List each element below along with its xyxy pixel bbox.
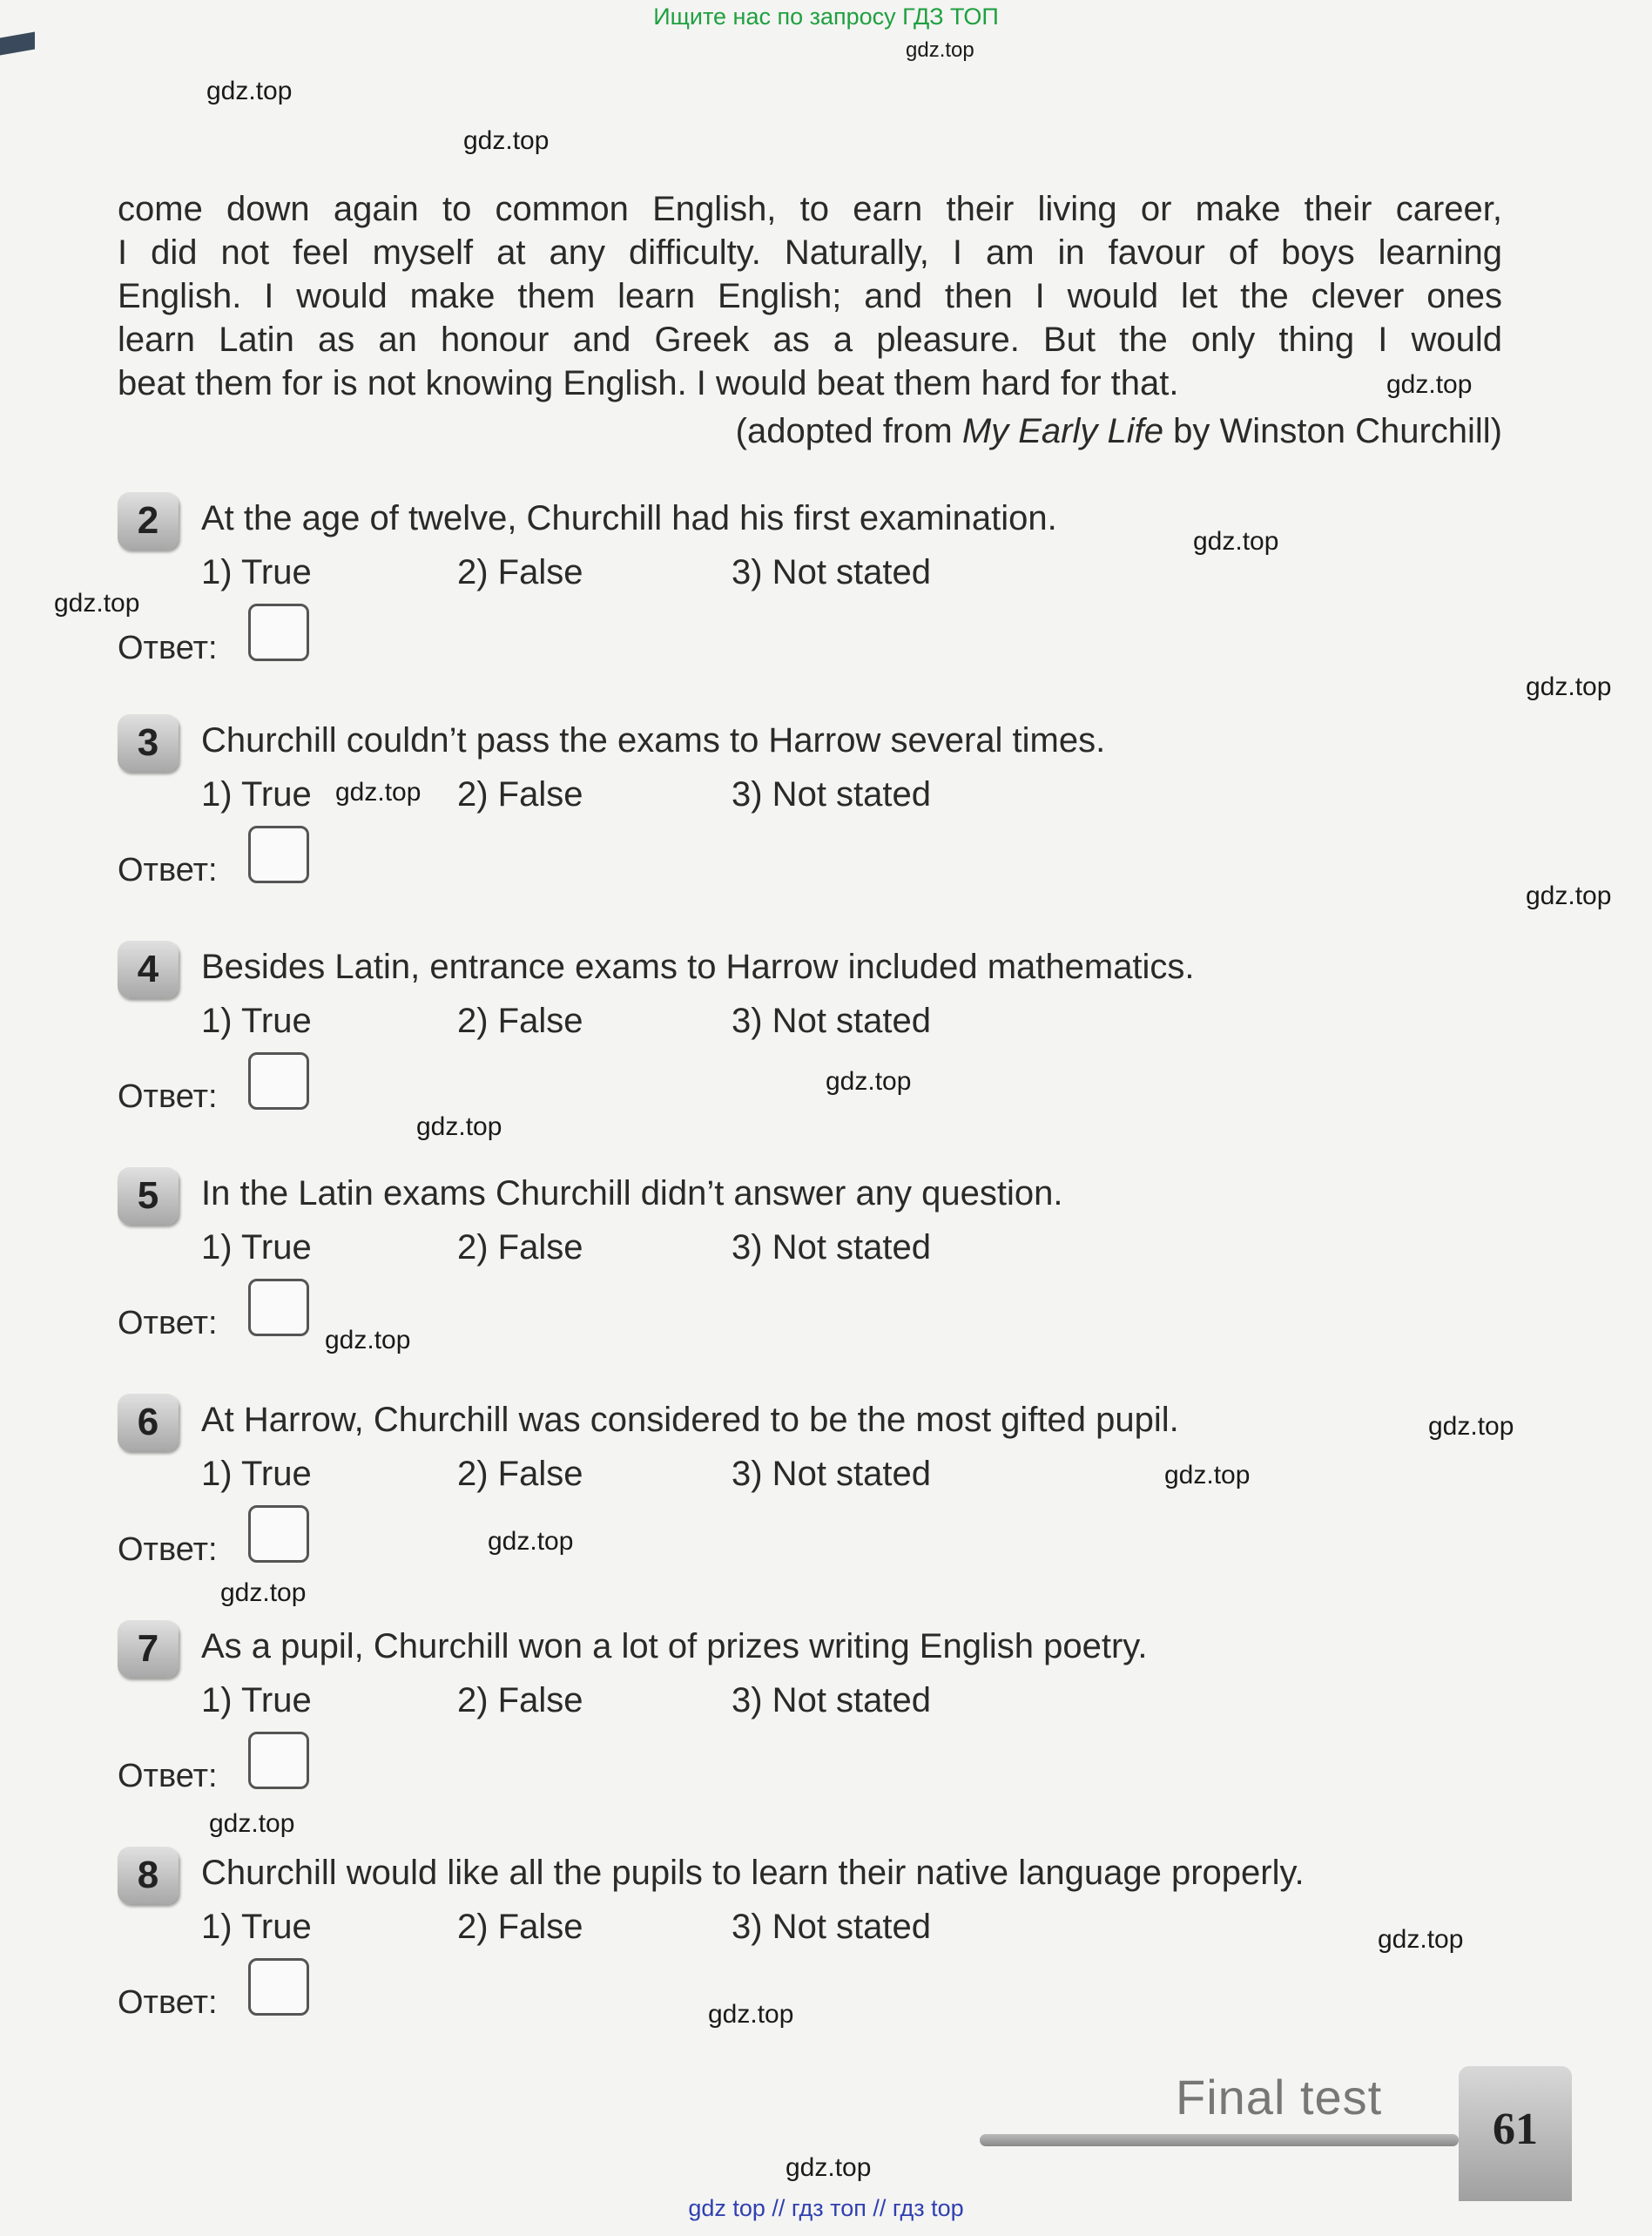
watermark: gdz.top <box>220 1578 307 1607</box>
option-false[interactable]: 2) False <box>457 1455 583 1493</box>
passage-line: I did not feel myself at any difficulty. Naturally, I am in favour of boys learning <box>118 233 1502 272</box>
answer-box[interactable] <box>248 1958 309 2016</box>
answer-box[interactable] <box>248 604 309 661</box>
answer-label: Ответ: <box>118 1305 218 1341</box>
option-not-stated[interactable]: 3) Not stated <box>732 553 932 591</box>
watermark: gdz.top <box>209 1809 295 1838</box>
watermark: gdz.top <box>906 38 974 62</box>
question-text: At the age of twelve, Churchill had his first examination. <box>201 499 1057 537</box>
option-not-stated[interactable]: 3) Not stated <box>732 1228 932 1267</box>
question-text: Besides Latin, entrance exams to Harrow included mathematics. <box>201 948 1195 986</box>
option-false[interactable]: 2) False <box>457 553 583 591</box>
option-true[interactable]: 1) True <box>201 1681 312 1719</box>
question-text: As a pupil, Churchill won a lot of prizes writing English poetry. <box>201 1627 1148 1665</box>
option-false[interactable]: 2) False <box>457 1002 583 1040</box>
answer-label: Ответ: <box>118 630 218 666</box>
question-text: At Harrow, Churchill was considered to be the most gifted pupil. <box>201 1401 1179 1439</box>
option-not-stated[interactable]: 3) Not stated <box>732 1002 932 1040</box>
watermark: gdz.top <box>1428 1412 1514 1441</box>
option-not-stated[interactable]: 3) Not stated <box>732 1455 932 1493</box>
question-number: 2 <box>118 492 179 550</box>
passage-line: come down again to common English, to earn their living or make their career, <box>118 190 1502 228</box>
question-number: 5 <box>118 1167 179 1225</box>
option-true[interactable]: 1) True <box>201 553 312 591</box>
page-number: 61 <box>1493 2104 1538 2154</box>
answer-label: Ответ: <box>118 1984 218 2021</box>
watermark: gdz.top <box>826 1067 912 1096</box>
option-false[interactable]: 2) False <box>457 1681 583 1719</box>
question-text: Churchill couldn’t pass the exams to Harrow several times. <box>201 721 1106 760</box>
watermark: gdz.top <box>416 1112 502 1141</box>
watermark: gdz.top <box>206 77 293 105</box>
passage-line: English. I would make them learn English; and then I would let the clever ones <box>118 277 1502 315</box>
footer-section-title: Final test <box>1176 2070 1383 2125</box>
watermark: gdz.top <box>1386 370 1473 399</box>
passage-line: learn Latin as an honour and Greek as a pleasure. But the only thing I would <box>118 321 1502 359</box>
passage-line: beat them for is not knowing English. I would beat them hard for that. <box>118 364 1179 402</box>
answer-box[interactable] <box>248 1505 309 1563</box>
option-false[interactable]: 2) False <box>457 775 583 814</box>
question-text: Churchill would like all the pupils to learn their native language properly. <box>201 1854 1305 1892</box>
question-number: 4 <box>118 941 179 998</box>
option-true[interactable]: 1) True <box>201 1908 312 1946</box>
answer-label: Ответ: <box>118 1758 218 1794</box>
top-banner[interactable]: Ищите нас по запросу ГДЗ ТОП <box>653 3 999 30</box>
footer-rule <box>980 2134 1459 2146</box>
option-true[interactable]: 1) True <box>201 775 312 814</box>
question-number: 7 <box>118 1620 179 1678</box>
watermark: gdz.top <box>1193 527 1279 556</box>
option-not-stated[interactable]: 3) Not stated <box>732 1681 932 1719</box>
option-not-stated[interactable]: 3) Not stated <box>732 775 932 814</box>
option-true[interactable]: 1) True <box>201 1228 312 1267</box>
watermark: gdz.top <box>1164 1461 1251 1490</box>
answer-label: Ответ: <box>118 1078 218 1115</box>
attribution-prefix: (adopted from <box>735 412 962 450</box>
watermark: gdz.top <box>325 1326 411 1354</box>
bottom-banner[interactable]: gdz top // гдз топ // гдз top <box>688 2195 964 2221</box>
watermark: gdz.top <box>488 1527 574 1556</box>
watermark: gdz.top <box>463 126 550 155</box>
reading-passage <box>118 187 1502 405</box>
answer-box[interactable] <box>248 1279 309 1336</box>
option-false[interactable]: 2) False <box>457 1228 583 1267</box>
watermark: gdz.top <box>708 2000 794 2029</box>
option-true[interactable]: 1) True <box>201 1455 312 1493</box>
answer-label: Ответ: <box>118 1531 218 1568</box>
question-text: In the Latin exams Churchill didn’t answer any question. <box>201 1174 1063 1213</box>
watermark: gdz.top <box>1378 1925 1464 1954</box>
answer-label: Ответ: <box>118 852 218 888</box>
question-number: 8 <box>118 1847 179 1904</box>
watermark: gdz.top <box>786 2153 872 2182</box>
watermark: gdz.top <box>335 778 421 807</box>
watermark: gdz.top <box>1526 882 1612 910</box>
passage-attribution <box>118 409 1502 453</box>
watermark: gdz.top <box>54 589 140 618</box>
question-number: 3 <box>118 714 179 772</box>
page-edge-decoration <box>0 31 35 55</box>
option-not-stated[interactable]: 3) Not stated <box>732 1908 932 1946</box>
answer-box[interactable] <box>248 1052 309 1110</box>
option-false[interactable]: 2) False <box>457 1908 583 1946</box>
attribution-suffix: by Winston Churchill) <box>1163 412 1502 450</box>
watermark: gdz.top <box>1526 672 1612 701</box>
attribution-title: My Early Life <box>961 412 1163 450</box>
answer-box[interactable] <box>248 1732 309 1789</box>
answer-box[interactable] <box>248 826 309 883</box>
question-number: 6 <box>118 1394 179 1451</box>
option-true[interactable]: 1) True <box>201 1002 312 1040</box>
